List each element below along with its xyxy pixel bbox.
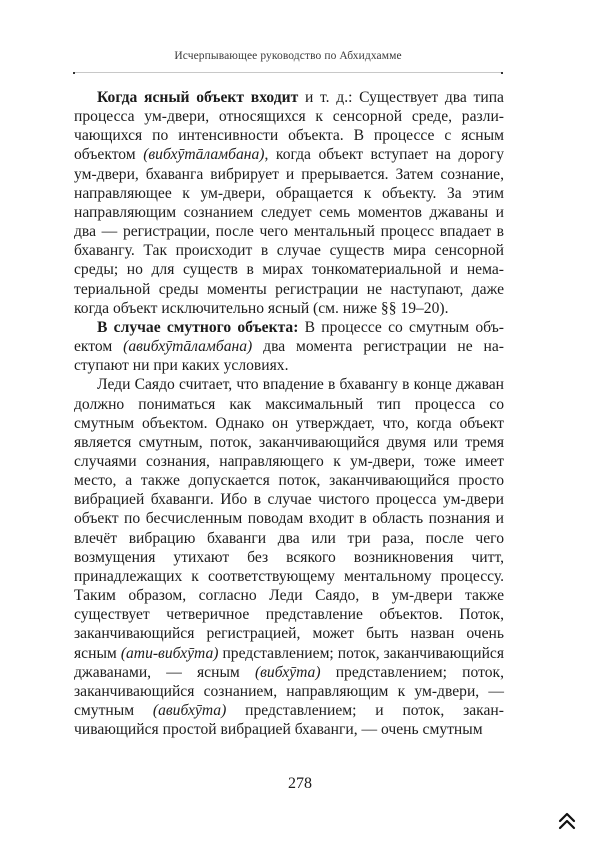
paragraph-text: , когда объект вступает на дорогу ум-двери, бхаванга вибрирует и прерывается. Затем сознание, направляющее к ум-двери, обращается к объекту. За этим направляющим сознанием следует семь моментов джаваны и два — регистрации, после чего ментальный процесс впадает в бхавангу. Так происходит в случае существ мира сенсорной среды; но для существ в мирах тонкоматериальной и нематериальной среды моменты регистрации не наступают, даже когда объект исключительно ясный (см. ниже §§ 19–20).	[74, 146, 504, 317]
scroll-to-top-button[interactable]	[556, 810, 578, 832]
paragraph-text: представлением; и поток, заканчивающийся простой вибрацией бхаванги, — очень смутным	[74, 702, 504, 739]
pali-term: (авибхӯтāламбана)	[123, 338, 253, 356]
running-header: Исчерпывающее руководство по Абхидхамме	[174, 50, 402, 62]
pali-term: (вибхӯта)	[254, 663, 321, 681]
term-heading-obscure-object: В случае смутного объекта:	[97, 318, 299, 336]
paragraph-obscure-object	[74, 318, 504, 375]
page-body	[74, 88, 504, 739]
paragraph-text: представлением; поток, заканчивающийся джаванами, — ясным	[74, 644, 505, 681]
pali-term: (авибхӯта)	[152, 702, 227, 719]
paragraph-text: два момента регистрации не наступают ни при каких условиях.	[74, 338, 504, 375]
paragraph-clear-object	[74, 88, 504, 318]
double-chevron-up-icon	[556, 810, 578, 832]
paragraph-text: Леди Саядо считает, что впадение в бхавангу в конце джаван должно пониматься как максимальный тип процесса со смутным объектом. Однако он утверждает, что, когда объект является смутным, поток, заканчивающийся двумя или тремя случаями сознания, направляющего к ум-двери, тоже имеет место, а также допускается поток, заканчивающийся просто вибрацией бхаванги. Ибо в случае чистого процесса ум-двери объект по бесчисленным поводам входит в область познания и влечёт вибрацию бхаванги два или три раза, после чего возмущения утихают без всякого возникновения читт, принадлежащих к соответствующему ментальному процессу. Таким образом, согласно Леди Саядо, в ум-двери также существует четверичное представление объектов. Поток, заканчивающийся регистрацией, может быть назван очень ясным	[74, 376, 504, 662]
pali-term: (ати-вибхӯта)	[120, 644, 219, 662]
page-number: 278	[288, 775, 312, 792]
paragraph-text: и т. д.: Существует два типа процесса ум-двери, относящихся к сенсорной среде, различающихся по интенсивности объекта. В процессе с ясным объектом	[74, 89, 504, 164]
paragraph-ledi-sayadaw	[74, 375, 504, 739]
paragraph-text: В процессе со смутным объектом	[74, 318, 504, 356]
pali-term: (вибхӯтāламбана)	[143, 146, 265, 164]
term-heading-clear-object: Когда ясный объект входит	[97, 89, 299, 106]
header-rule	[73, 72, 503, 73]
paragraph-text: представлением; поток, заканчивающийся сознанием, направляющим к ум-двери, — смутным	[74, 663, 504, 719]
